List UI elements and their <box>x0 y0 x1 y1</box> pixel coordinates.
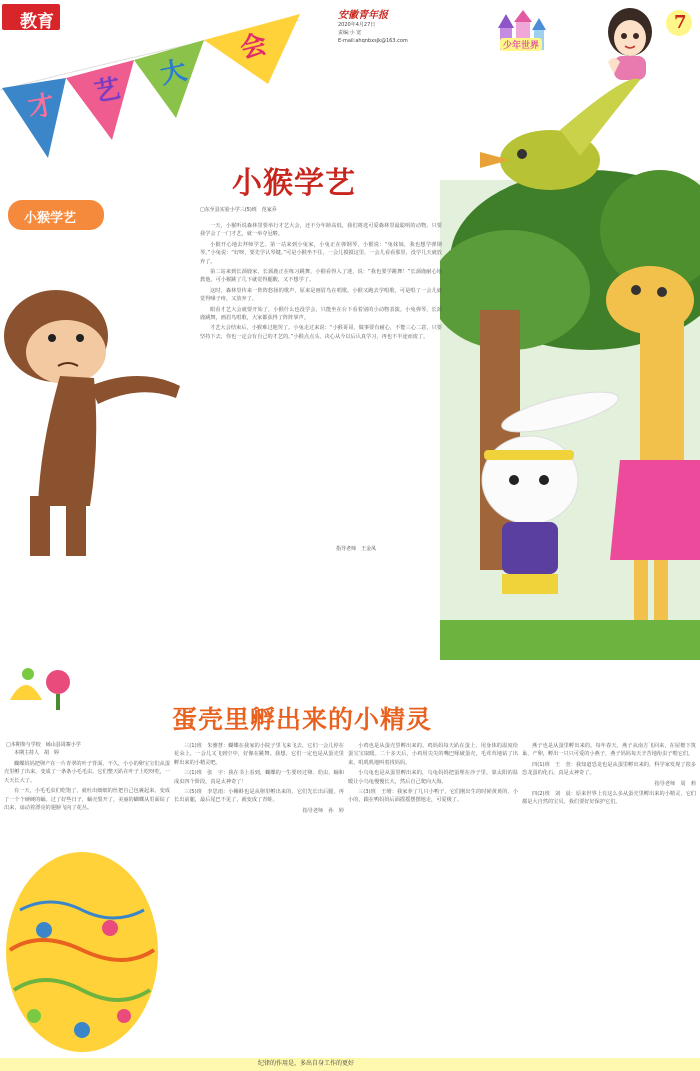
article2-paragraph: 指导老师 孙 婷 <box>302 807 344 814</box>
article2-host-line1: □本期参与学校 砀山县周寨小学 <box>6 742 81 748</box>
issue-date: 2020年4月27日 <box>338 22 376 28</box>
article2-column-4 <box>522 742 696 809</box>
article1-paragraph: 第二站来到长颈鹿家，长颈鹿正在练习跳舞，小猴看得入了迷，说：“我也要学跳舞！”长颈鹿耐心地教他，可小猴跳了几下就觉得腿酸，又不想学了。 <box>200 269 442 284</box>
article2-paragraph: 三(1)班 朱雅慧：蝴蝶在我家的小院子里飞来飞去，它们一会儿停在花朵上，一会儿又飞到空中，好像在跳舞。我想，它们一定也是从蛋壳里孵出来的小精灵吧。 <box>174 743 344 766</box>
article2-paragraph: 四(1)班 王 萱：我知道恐龙也是从蛋里孵出来的，科学家发现了很多恐龙蛋的化石，真是太神奇了。 <box>522 761 696 777</box>
article1-paragraph: 眼看才艺大会就要开始了，小猴什么也没学会，只能坐在台下看着别的小动物表演。小兔弹琴，长颈鹿跳舞，画眉鸟唱歌，大家都获得了阵阵掌声。 <box>200 306 442 322</box>
article2-paragraph: 指导老师 周 莉 <box>654 780 696 787</box>
article2-column-1 <box>4 760 170 814</box>
article1-paragraph: 一天，小猴听说森林里要举行才艺大会，还不分年龄高低，我们将选可爱森林里最聪明的动物。只要我学会了一门才艺，就一举夺冠啦。 <box>200 223 442 238</box>
forest-scene-illustration <box>440 60 700 680</box>
article2-column-2 <box>174 742 344 817</box>
fruit-characters-icon <box>6 660 86 716</box>
article2-paragraph: 蝴蝶妈妈把卵产在一片青翠的叶子背面，不久，小小的卵宝宝们从蛋壳里孵了出来，变成了一条条小毛毛虫。它们整天趴在叶子上吃呀吃，一天天长大了。 <box>4 761 171 784</box>
banner-char-1: 才 <box>26 89 57 124</box>
page-number-badge <box>666 10 692 36</box>
footer-slogan: 纪律的作用是，多出自身工作的更好 <box>258 1060 355 1067</box>
article1-title: 小猴学艺 <box>232 166 356 201</box>
article2-paragraph: 有一天，小毛毛虫们吃饱了，就吐出细细的丝把自己包裹起来，变成了一个个硬硬的蛹。过了好些日子，蛹壳裂开了，美丽的蝴蝶从里面钻了出来，扇动着漂亮的翅膀飞向了花丛。 <box>4 788 171 812</box>
article2-column-3 <box>348 742 518 807</box>
article1-byline: □东至县实验小学三(5)班 范家乔 <box>200 207 277 213</box>
page-number: 7 <box>674 12 687 33</box>
easter-egg-illustration <box>0 840 170 1058</box>
article2-paragraph: 四(2)班 刘 晨：原来世界上有这么多从蛋壳里孵出来的小精灵，它们都是大自然的宝贝，我们要好好保护它们。 <box>522 791 696 806</box>
article2-paragraph: 小鸡也是从蛋壳里孵出来的。鸡妈妈每天趴在蛋上，用身体的温度给蛋宝宝取暖。二十多天后，小鸡用尖尖的嘴巴啄破蛋壳，毛茸茸地钻了出来，叽叽叽地叫着找妈妈。 <box>348 743 518 766</box>
corner-label: 少年世界 <box>500 38 542 51</box>
section-logo-text: 教育 <box>20 12 54 32</box>
email-line: E-mail:ahqnbxsjk@163.com <box>338 38 408 44</box>
article2-paragraph: 三(1)班 张 宇：我在书上看到，蝴蝶的一生要经过卵、幼虫、蛹和成虫四个阶段，真是太神奇了！ <box>174 770 344 785</box>
article2-paragraph: 三(3)班 王晴：我家养了几只小鸭子，它们刚出生的时候黄黄的、小小的，跟在鸭妈妈后面摇摇摆摆地走，可爱极了。 <box>348 789 518 804</box>
article1-paragraph: 小猴开心地去拜师学艺。第一站来到小兔家，小兔正在弹钢琴，小猴说：“兔妹妹，我也想学弹钢琴。”小兔说：“好呀，要先学认琴键。”可是小猴坐不住，一会儿摸摸这里，一会儿看看那里，没学几天就放弃了。 <box>200 241 442 265</box>
banner-char-4: 会 <box>237 29 270 65</box>
newspaper-name: 安徽青年报 <box>338 10 388 21</box>
monkey-illustration <box>0 266 196 566</box>
banner-char-2: 艺 <box>92 73 123 108</box>
article2-paragraph: 燕子也是从蛋里孵出来的。每年春天，燕子从南方飞回来，在屋檐下筑巢、产卵，孵出一只只可爱的小燕子，燕子妈妈每天辛苦地衔虫子喂它们。 <box>522 743 696 758</box>
banner-char-3: 大 <box>157 55 190 91</box>
article1-body <box>200 222 442 343</box>
article1-paragraph: 才艺大会结束后，小猴难过地哭了。小兔走过来说：“小猴哥哥，做事要有耐心，不能三心二意，只要坚持下去，你也一定会有自己的才艺的。”小猴点点头，决心从今以后认真学习，再也不半途而废了。 <box>200 325 442 340</box>
article2-title: 蛋壳里孵出来的小精灵 <box>172 705 433 734</box>
article1-teacher: 指导老师 王金凤 <box>336 546 377 552</box>
editor-line: 责编:小 宽 <box>338 30 362 36</box>
article2-paragraph: 小乌龟也是从蛋里孵出来的，乌龟妈妈把蛋埋在沙子里，靠太阳的温暖让小乌龟慢慢长大，然后自己爬向大海。 <box>348 770 518 785</box>
banner-string <box>0 0 320 160</box>
article2-host-line2: 本期主持人 胡 婷 <box>14 750 60 756</box>
article1-tag-label: 小猴学艺 <box>24 211 77 226</box>
article1-tag <box>8 200 104 230</box>
article1-paragraph: 这时，森林里传来一阵阵悠扬的歌声，原来是画眉鸟在唱歌。小猴又跑去学唱歌，可是唱了一会儿就觉得嗓子疼，又放弃了。 <box>200 287 442 303</box>
article2-paragraph: 三(5)班 李思雨：小蝌蚪也是从卵里孵出来的，它们先长出后腿，再长出前腿，最后尾巴不见了，就变成了青蛙。 <box>174 789 344 804</box>
